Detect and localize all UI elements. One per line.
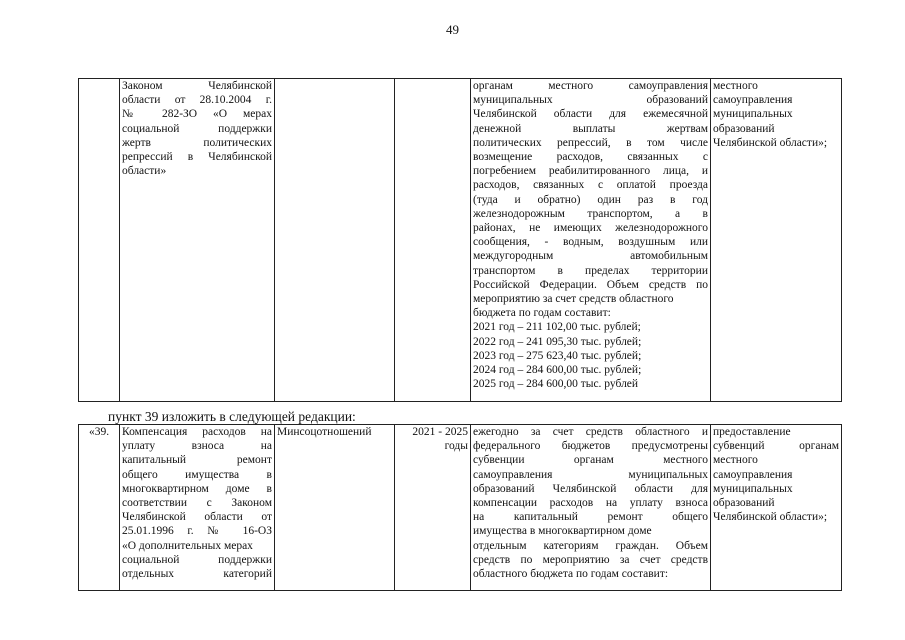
name-line: социальной поддержки	[122, 553, 272, 566]
law-line: репрессий в Челябинской	[122, 151, 272, 164]
result-line: образований	[713, 497, 775, 510]
result-cell	[711, 425, 842, 591]
description-line: железнодорожным транспортом, а в	[473, 207, 708, 220]
result-line: предоставление	[713, 426, 791, 438]
name-cell	[120, 425, 275, 591]
name-line: Компенсация расходов на	[122, 426, 272, 438]
law-cell	[120, 79, 275, 402]
description-cell	[471, 79, 711, 402]
law-line: жертв политических	[122, 136, 272, 149]
description-line: субвенции органам местного	[473, 454, 708, 467]
number-cell	[79, 79, 120, 402]
name-line: многоквартирном доме в	[122, 482, 272, 495]
description-line: денежной выплаты жертвам	[473, 122, 708, 135]
law-line: области»	[122, 165, 167, 178]
law-line: № 282-ЗО «О мерах	[122, 108, 272, 121]
period-label: годы	[444, 440, 468, 453]
table-row	[79, 425, 842, 591]
measures-table-continued	[78, 78, 842, 402]
description-line: федерального бюджетов предусмотрены	[473, 440, 708, 453]
executor-cell	[275, 425, 395, 591]
page-number: 49	[446, 22, 459, 37]
period-cell	[395, 425, 471, 591]
executor: Минсоцотношений	[277, 426, 372, 438]
description-line: средств по мероприятию за счет средств	[473, 553, 708, 566]
name-line: общего имущества в	[122, 468, 272, 481]
description-line: Челябинской области для ежемесячной	[473, 108, 708, 121]
funding-2023: 2023 год – 275 623,40 тыс. рублей;	[473, 349, 642, 362]
funding-2024: 2024 год – 284 600,00 тыс. рублей;	[473, 364, 642, 377]
description-line: образований Челябинской области для	[473, 482, 708, 495]
result-line: субвенций органам	[713, 440, 839, 453]
result-line: Челябинской области»;	[713, 511, 828, 524]
result-line: самоуправления	[713, 468, 793, 481]
description-line: политических репрессий, в том числе	[473, 136, 708, 149]
description-line: на капитальный ремонт общего	[473, 511, 708, 524]
description-cell	[471, 425, 711, 591]
name-line: уплату взноса на	[122, 440, 272, 453]
law-line: социальной поддержки	[122, 122, 272, 135]
description-line: транспортом в пределах территории	[473, 264, 708, 277]
period-cell	[395, 79, 471, 402]
law-line: Законом Челябинской	[122, 80, 272, 92]
executor-cell	[275, 79, 395, 402]
description-line: районах, не имеющих железнодорожного	[473, 222, 708, 235]
funding-2021: 2021 год – 211 102,00 тыс. рублей;	[473, 321, 641, 334]
funding-2025: 2025 год – 284 600,00 тыс. рублей	[473, 378, 639, 391]
description-line: ежегодно за счет средств областного и	[473, 426, 708, 438]
description-line: (туда и обратно) один раз в год	[473, 193, 708, 206]
result-line: муниципальных	[713, 108, 793, 121]
description-line: имущества в многоквартирном доме	[473, 525, 652, 538]
result-line: образований	[713, 122, 775, 135]
description-line: органам местного самоуправления	[473, 80, 708, 92]
measures-table-item-39	[78, 424, 842, 591]
name-line: 25.01.1996 г. № 16-ОЗ	[122, 525, 272, 538]
description-line: бюджета по годам составит:	[473, 307, 611, 320]
result-cell	[711, 79, 842, 402]
number-cell	[79, 425, 120, 591]
result-line: местного	[713, 454, 758, 467]
description-line: возмещение расходов, связанных с	[473, 151, 708, 164]
law-line: области от 28.10.2004 г.	[122, 94, 272, 107]
description-line: сообщения, - водным, воздушным или	[473, 236, 708, 249]
table-row	[79, 79, 842, 402]
name-line: соответствии с Законом	[122, 497, 272, 510]
item-number: «39.	[88, 426, 110, 438]
result-line: Челябинской области»;	[713, 136, 828, 149]
name-line: отдельных категорий	[122, 568, 272, 581]
name-line: Челябинской области от	[122, 511, 272, 524]
description-line: компенсации расходов на уплату взноса	[473, 497, 708, 510]
amendment-instruction: пункт 39 изложить в следующей редакции:	[108, 409, 356, 424]
description-line: областного бюджета по годам составит:	[473, 568, 669, 581]
description-line: расходов, связанных с оплатой проезда	[473, 179, 708, 192]
result-line: местного	[713, 80, 758, 92]
name-line: «О дополнительных мерах	[122, 539, 253, 552]
description-line: отдельным категориям граждан. Объем	[473, 539, 708, 552]
description-line: междугородным автомобильным	[473, 250, 708, 263]
name-line: капитальный ремонт	[122, 454, 272, 467]
period-years: 2021 - 2025	[412, 426, 468, 438]
description-line: мероприятию за счет средств областного	[473, 293, 674, 306]
result-line: самоуправления	[713, 94, 793, 107]
funding-2022: 2022 год – 241 095,30 тыс. рублей;	[473, 335, 642, 348]
description-line: муниципальных образований	[473, 94, 708, 107]
description-line: самоуправления муниципальных	[473, 468, 708, 481]
description-line: Российской Федерации. Объем средств по	[473, 278, 708, 291]
description-line: погребением реабилитированного лица, и	[473, 165, 708, 178]
result-line: муниципальных	[713, 482, 793, 495]
